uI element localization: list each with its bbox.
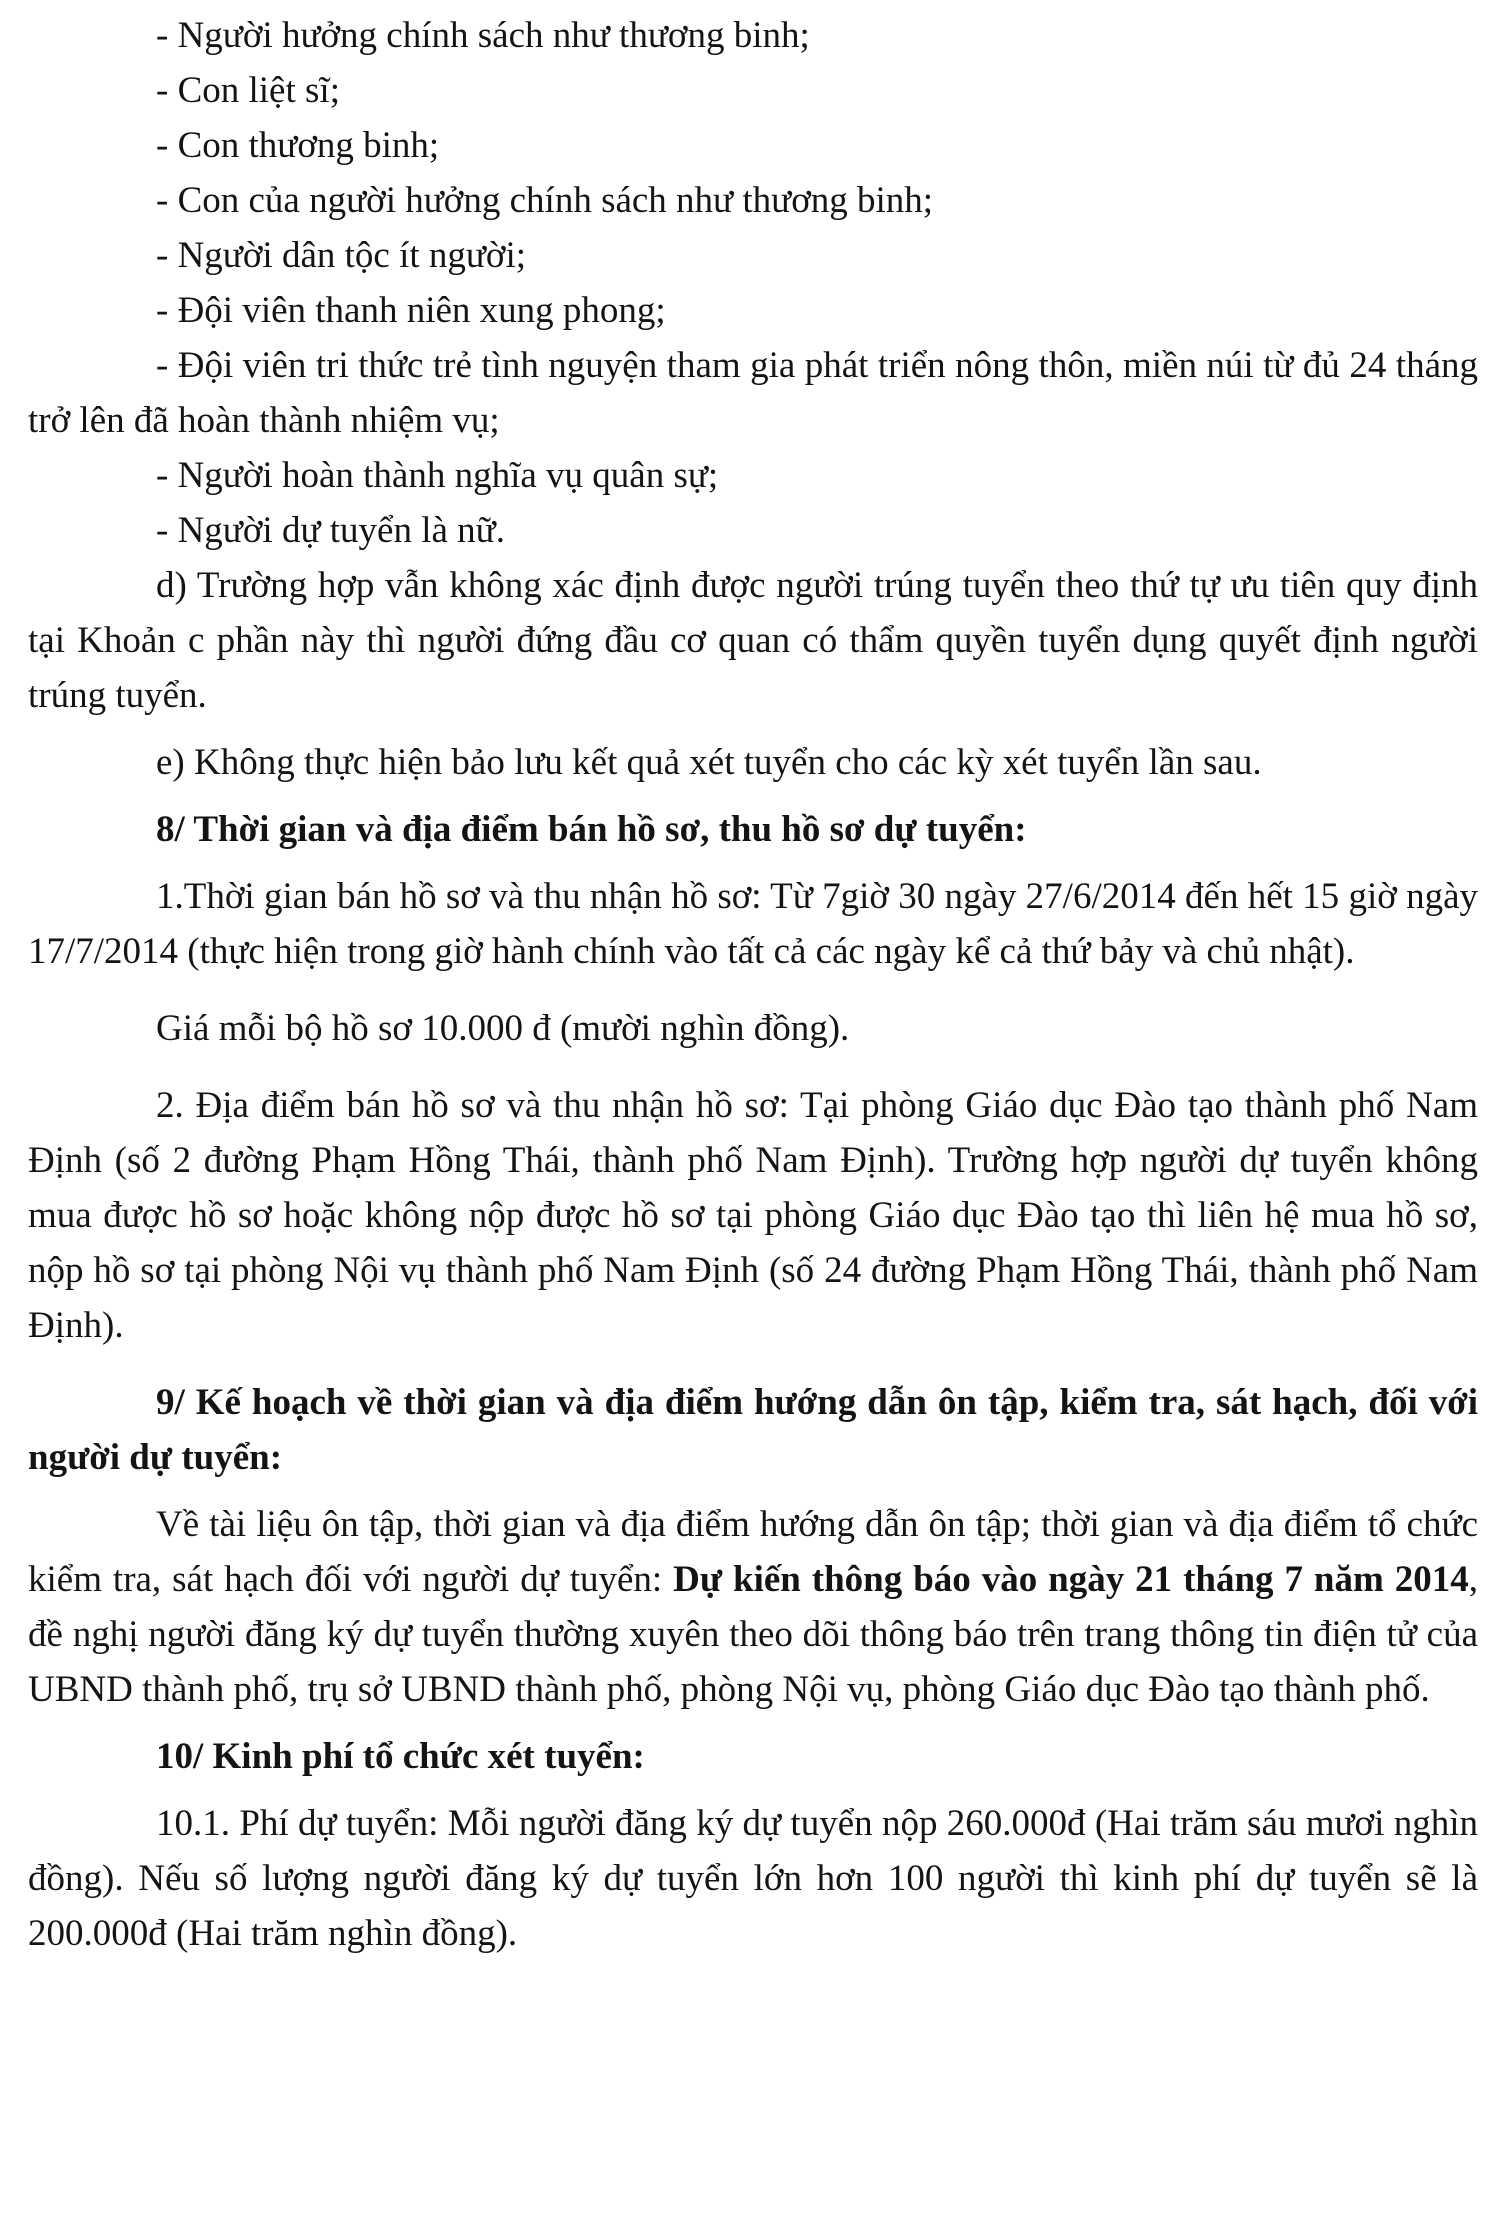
list-item: - Người hoàn thành nghĩa vụ quân sự; — [156, 455, 719, 496]
section-9-text — [28, 1497, 1478, 1717]
section-9-text-part: , đề nghị người đăng ký dự tuyển thường xuyên theo dõi thông báo trên trang thông tin điện tử của UBND thành phố, trụ sở UBND thành phố, phòng Nội vụ, phòng Giáo dục Đào tạo thành phố. — [28, 1559, 1478, 1710]
list-item: - Đội viên tri thức trẻ tình nguyện tham gia phát triển nông thôn, miền núi từ đủ 24 tháng trở lên đã hoàn thành nhiệm vụ; — [28, 345, 1478, 441]
paragraph-e: e) Không thực hiện bảo lưu kết quả xét tuyển cho các kỳ xét tuyển lần sau. — [156, 742, 1262, 783]
list-item: - Đội viên thanh niên xung phong; — [156, 290, 666, 331]
list-item: - Con của người hưởng chính sách như thương binh; — [156, 180, 934, 221]
section-8-heading: 8/ Thời gian và địa điểm bán hồ sơ, thu hồ sơ dự tuyển: — [156, 809, 1027, 850]
section-8-location: 2. Địa điểm bán hồ sơ và thu nhận hồ sơ: Tại phòng Giáo dục Đào tạo thành phố Nam Định (số 2 đường Phạm Hồng Thái, thành phố Nam Định). Trường hợp người dự tuyển không mua được hồ sơ hoặc không nộp được hồ sơ tại phòng Giáo dục Đào tạo thì liên hệ mua hồ sơ, nộp hồ sơ tại phòng Nội vụ thành phố Nam Định (số 24 đường Phạm Hồng Thái, thành phố Nam Định). — [28, 1085, 1478, 1346]
section-8-time: 1.Thời gian bán hồ sơ và thu nhận hồ sơ: Từ 7giờ 30 ngày 27/6/2014 đến hết 15 giờ ngày 17/7/2014 (thực hiện trong giờ hành chính vào tất cả các ngày kể cả thứ bảy và chủ nhật). — [28, 876, 1478, 972]
section-9-announce-date: Dự kiến thông báo vào ngày 21 tháng 7 năm 2014 — [673, 1559, 1469, 1600]
section-10-fee: 10.1. Phí dự tuyển: Mỗi người đăng ký dự tuyển nộp 260.000đ (Hai trăm sáu mươi nghìn đồng). Nếu số lượng người đăng ký dự tuyển lớn hơn 100 người thì kinh phí dự tuyển sẽ là 200.000đ (Hai trăm nghìn đồng). — [28, 1803, 1478, 1954]
section-9-text-part: Về tài liệu ôn tập, thời gian và địa điểm hướng dẫn ôn tập; thời gian và địa điểm tổ chức kiểm tra, sát hạch đối với người dự tuyển: — [28, 1504, 1478, 1600]
paragraph-d: d) Trường hợp vẫn không xác định được người trúng tuyển theo thứ tự ưu tiên quy định tại Khoản c phần này thì người đứng đầu cơ quan có thẩm quyền tuyển dụng quyết định người trúng tuyển. — [28, 565, 1478, 716]
list-item: - Con liệt sĩ; — [156, 70, 340, 111]
section-10-heading: 10/ Kinh phí tổ chức xét tuyển: — [156, 1736, 645, 1777]
section-9-heading: 9/ Kế hoạch về thời gian và địa điểm hướng dẫn ôn tập, kiểm tra, sát hạch, đối với người dự tuyển: — [28, 1382, 1478, 1478]
document-body — [28, 8, 1478, 1961]
section-8-price: Giá mỗi bộ hồ sơ 10.000 đ (mười nghìn đồng). — [156, 1008, 850, 1049]
list-item: - Con thương binh; — [156, 125, 440, 166]
list-item: - Người hưởng chính sách như thương binh; — [156, 15, 810, 56]
list-item: - Người dự tuyển là nữ. — [156, 510, 505, 551]
list-item: - Người dân tộc ít người; — [156, 235, 527, 276]
